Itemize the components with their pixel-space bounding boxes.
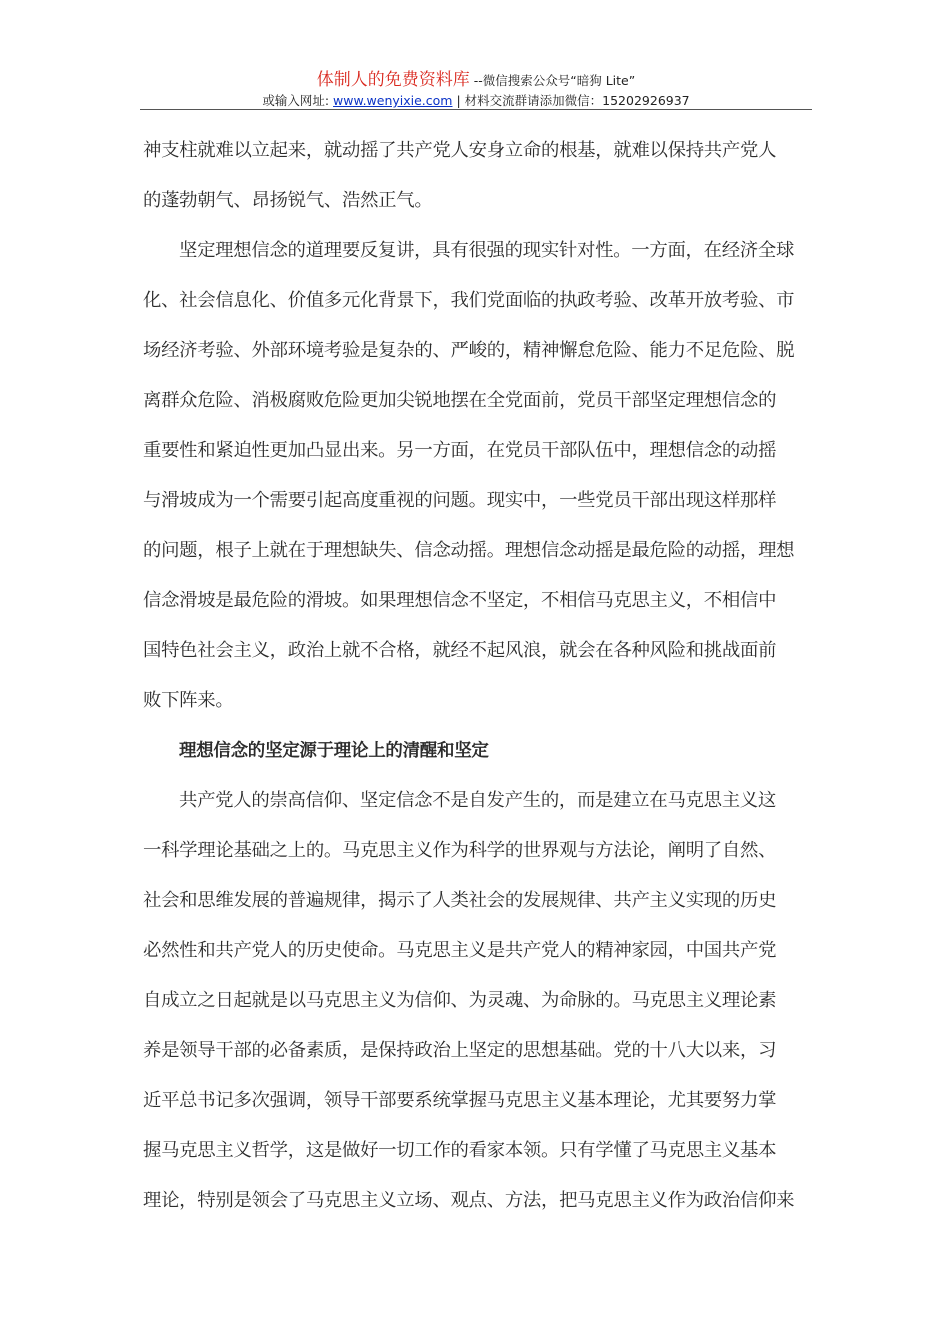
body-line: 必然性和共产党人的历史使命。马克思主义是共产党人的精神家园，中国共产党	[143, 940, 777, 961]
body-line: 化、社会信息化、价值多元化背景下，我们党面临的执政考验、改革开放考验、市	[143, 290, 795, 311]
body-line: 与滑坡成为一个需要引起高度重视的问题。现实中，一些党员干部出现这样那样	[143, 490, 777, 511]
body-line: 神支柱就难以立起来，就动摇了共产党人安身立命的根基，就难以保持共产党人	[143, 140, 777, 161]
body-line: 自成立之日起就是以马克思主义为信仰、为灵魂、为命脉的。马克思主义理论素	[143, 990, 777, 1011]
header-title-red: 体制人的免费资料库	[316, 70, 470, 90]
body-line: 离群众危险、消极腐败危险更加尖锐地摆在全党面前，党员干部坚定理想信念的	[143, 390, 777, 411]
header-wechat-text: | 材料交流群请添加微信：15202926937	[452, 93, 690, 108]
body-line: 社会和思维发展的普遍规律，揭示了人类社会的发展规律、共产主义实现的历史	[143, 890, 777, 911]
body-line: 握马克思主义哲学，这是做好一切工作的看家本领。只有学懂了马克思主义基本	[143, 1140, 777, 1161]
paragraph-start: 坚定理想信念的道理要反复讲，具有很强的现实针对性。一方面，在经济全球	[179, 240, 795, 261]
body-line: 的蓬勃朝气、昂扬锐气、浩然正气。	[143, 190, 433, 211]
document-body	[143, 126, 811, 1226]
body-line: 理论，特别是领会了马克思主义立场、观点、方法，把马克思主义作为政治信仰来	[143, 1190, 795, 1211]
body-line: 一科学理论基础之上的。马克思主义作为科学的世界观与方法论，阐明了自然、	[143, 840, 777, 861]
header-url-prefix: 或输入网址:	[262, 93, 334, 108]
body-line: 场经济考验、外部环境考验是复杂的、严峻的，精神懈怠危险、能力不足危险、脱	[143, 340, 795, 361]
body-line: 养是领导干部的必备素质，是保持政治上坚定的思想基础。党的十八大以来，习	[143, 1040, 777, 1061]
body-line: 败下阵来。	[143, 690, 234, 711]
page-header	[140, 70, 812, 110]
body-line: 重要性和紧迫性更加凸显出来。另一方面，在党员干部队伍中，理想信念的动摇	[143, 440, 777, 461]
header-divider	[140, 109, 812, 110]
header-url-link[interactable]: www.wenyixie.com	[333, 93, 453, 108]
header-title-line	[140, 70, 812, 91]
section-heading: 理想信念的坚定源于理论上的清醒和坚定	[179, 741, 489, 761]
body-line: 国特色社会主义，政治上就不合格，就经不起风浪，就会在各种风险和挑战面前	[143, 640, 777, 661]
body-line: 近平总书记多次强调，领导干部要系统掌握马克思主义基本理论，尤其要努力掌	[143, 1090, 777, 1111]
paragraph-start: 共产党人的崇高信仰、坚定信念不是自发产生的，而是建立在马克思主义这	[179, 790, 776, 811]
header-contact-line	[140, 92, 812, 110]
body-line: 信念滑坡是最危险的滑坡。如果理想信念不坚定，不相信马克思主义，不相信中	[143, 590, 777, 611]
header-title-rest: --微信搜索公众号“暗狗 Lite”	[469, 73, 636, 88]
body-line: 的问题，根子上就在于理想缺失、信念动摇。理想信念动摇是最危险的动摇，理想	[143, 540, 795, 561]
